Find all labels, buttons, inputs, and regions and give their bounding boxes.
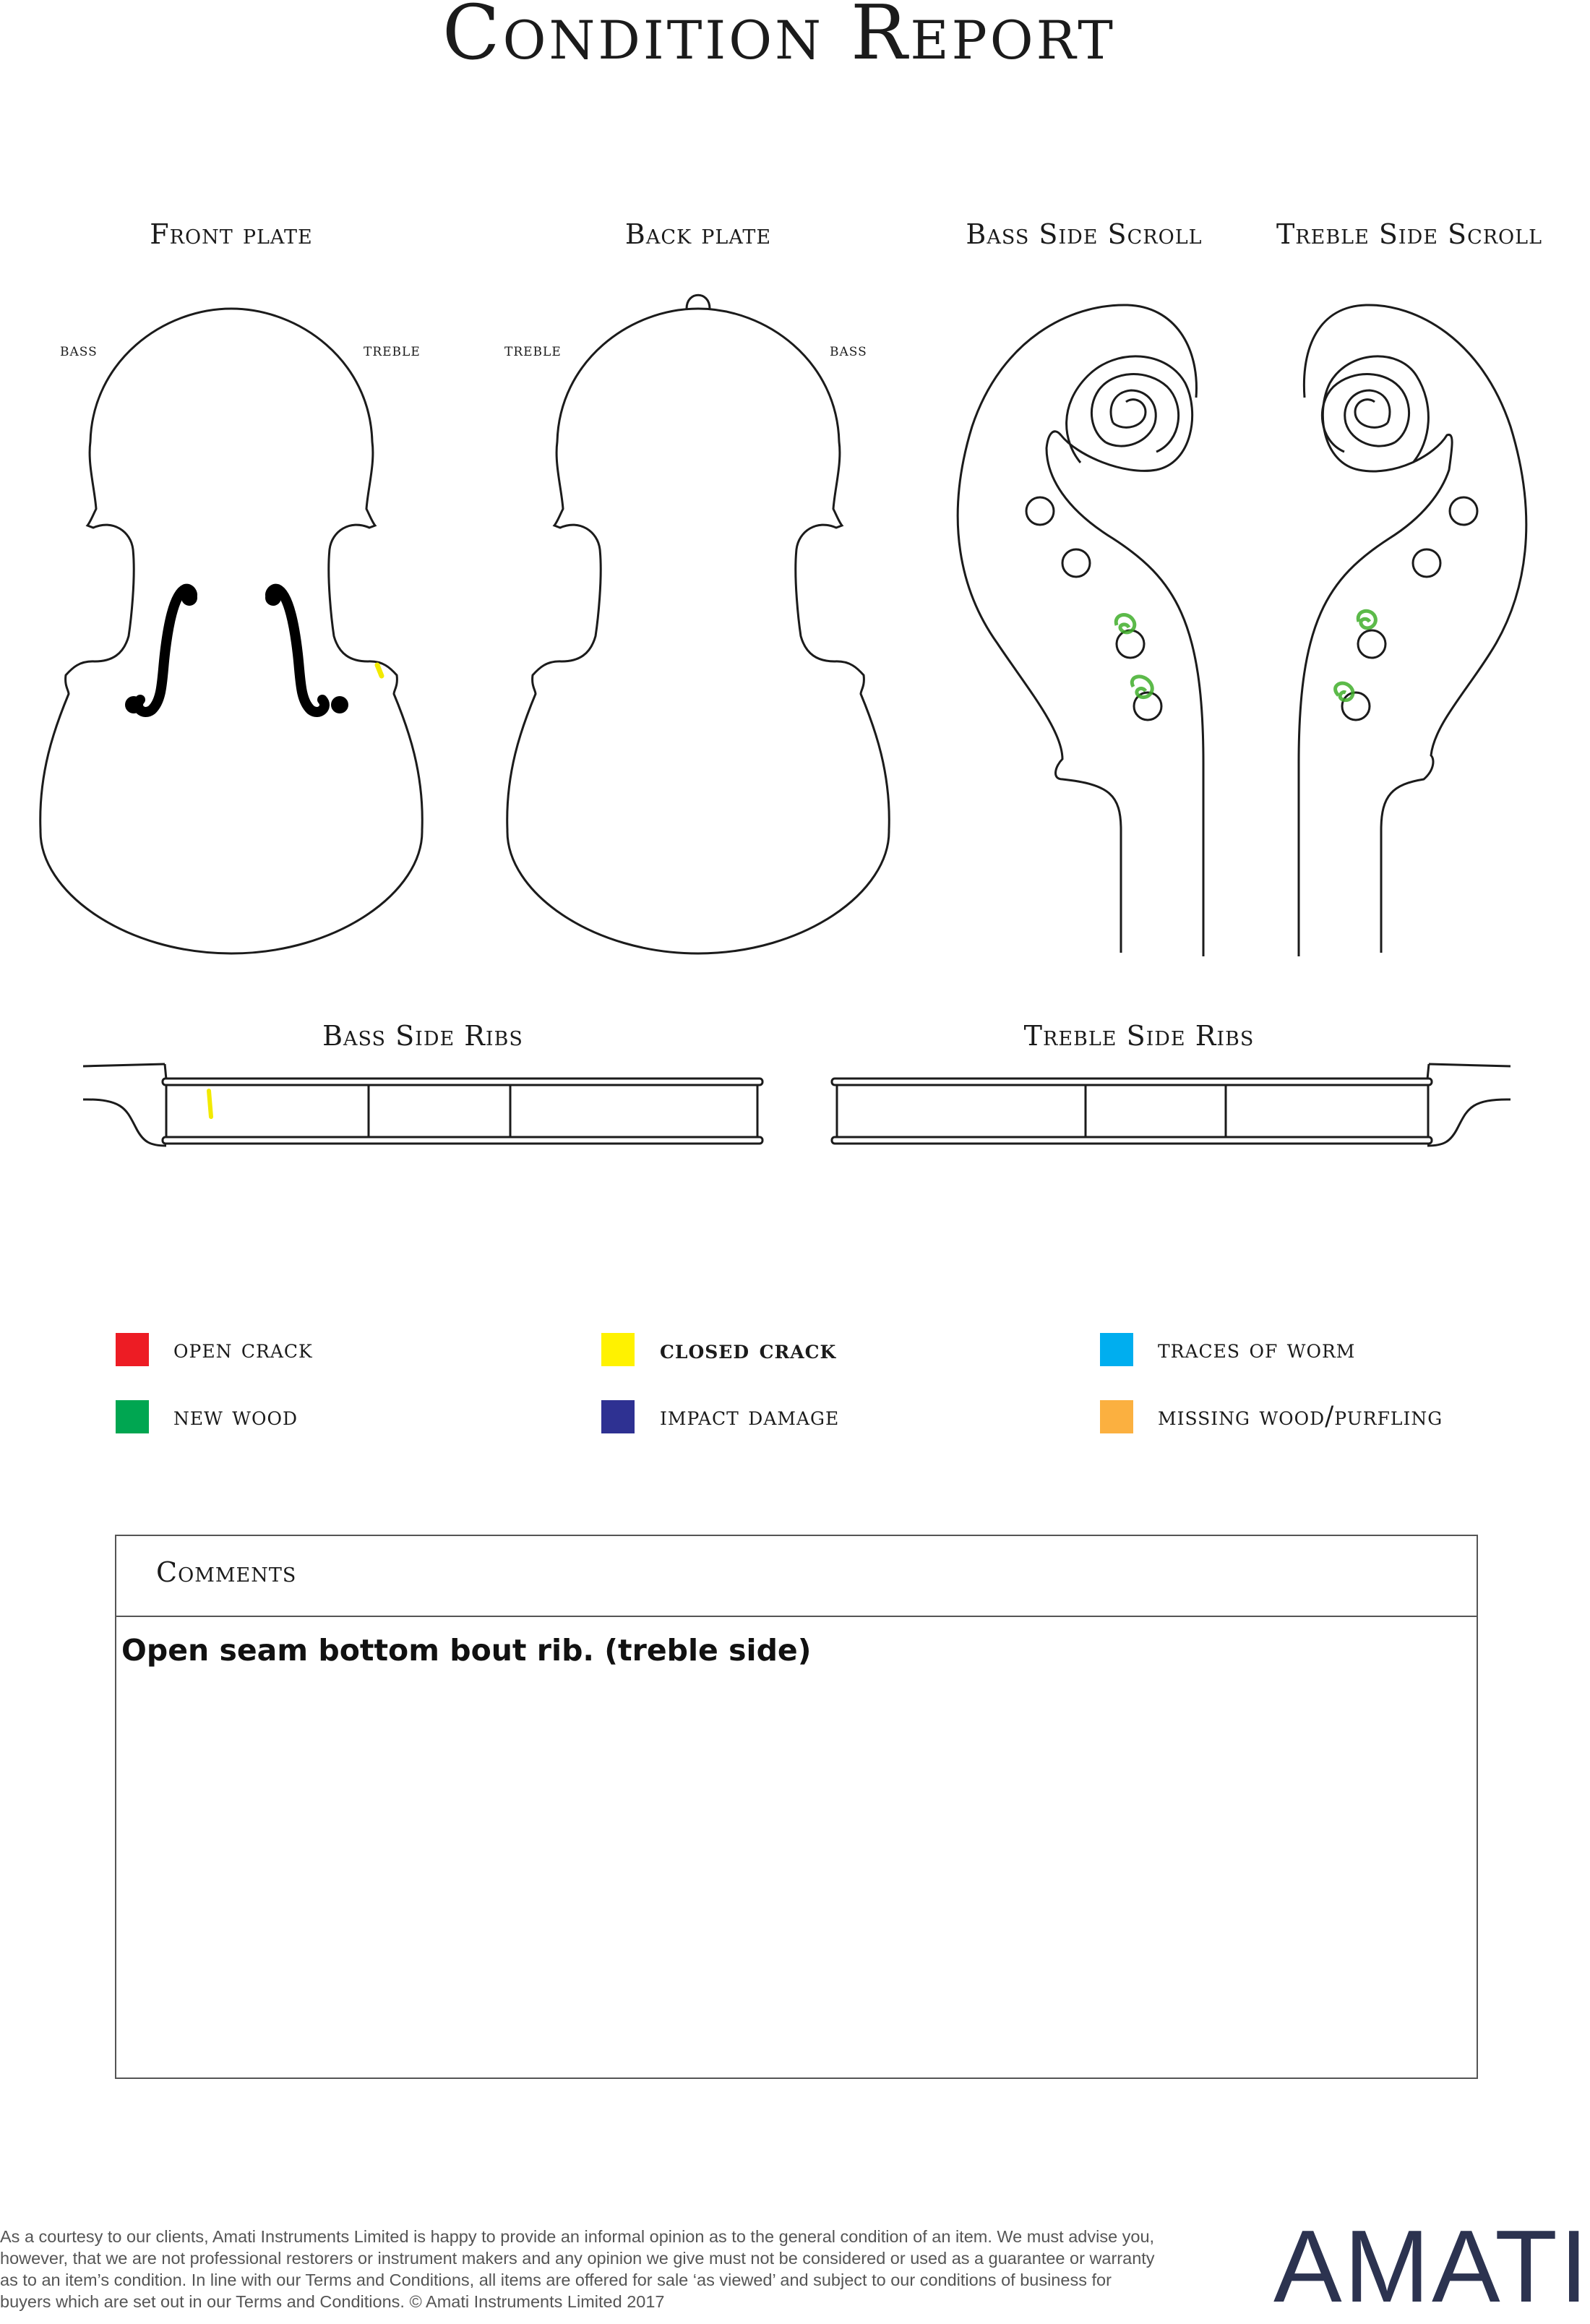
amati-logo: AMATI bbox=[1273, 2209, 1590, 2324]
back-plate-outline bbox=[507, 295, 890, 953]
back-treble-side-label: treble bbox=[504, 340, 562, 360]
back-plate-label: Back plate bbox=[624, 218, 772, 250]
legend-swatch-open-crack bbox=[116, 1333, 149, 1366]
legend-label-impact-damage: impact damage bbox=[660, 1402, 840, 1431]
legend-swatch-traces-of-worm bbox=[1100, 1333, 1133, 1366]
legend-label-closed-crack: closed crack bbox=[660, 1334, 837, 1365]
comments-header bbox=[116, 1536, 1477, 1617]
front-plate-closed-crack-mark bbox=[377, 665, 382, 676]
front-plate-outline bbox=[40, 309, 423, 953]
page-title: Condition Report bbox=[442, 0, 1116, 77]
legend-swatch-missing-wood-purfling bbox=[1100, 1400, 1133, 1433]
bass-side-ribs-label: Bass Side Ribs bbox=[322, 1020, 523, 1052]
legend-label-new-wood: new wood bbox=[173, 1402, 298, 1431]
legend-swatch-new-wood bbox=[116, 1400, 149, 1433]
legend-swatch-closed-crack bbox=[601, 1333, 635, 1366]
front-bass-side-label: bass bbox=[60, 340, 98, 360]
legend-label-open-crack: open crack bbox=[173, 1334, 313, 1364]
bass-side-scroll-outline bbox=[958, 305, 1203, 956]
bass-side-scroll-label: Bass Side Scroll bbox=[966, 218, 1203, 250]
front-treble-side-label: treble bbox=[364, 340, 421, 360]
bass-side-ribs-outline bbox=[83, 1064, 762, 1146]
disclaimer-text: As a courtesy to our clients, Amati Instruments Limited is happy to provide an informal opinion as to the general condition of an item. We must advise you, however, that we are not professional restorers or instrument makers and any opinion we give must not be considered or used as a guarantee or warranty as to an item’s condition. In line with our Terms and Conditions, all items are offered for sale ‘as viewed’ and subject to our conditions of business for buyers which are set out in our Terms and Conditions. © Amati Instruments Limited 2017 bbox=[0, 2227, 1155, 2311]
treble-side-scroll-outline bbox=[1299, 305, 1526, 956]
bass-ribs-closed-crack-mark bbox=[209, 1091, 211, 1117]
front-plate-label: Front plate bbox=[150, 218, 313, 250]
treble-side-ribs-outline bbox=[832, 1064, 1510, 1146]
f-holes bbox=[138, 589, 325, 712]
legend-label-traces-of-worm: traces of worm bbox=[1158, 1334, 1356, 1364]
comments-text: Open seam bottom bout rib. (treble side) bbox=[121, 1633, 812, 1668]
bass-scroll-new-wood-marks bbox=[1116, 615, 1152, 698]
treble-side-scroll-label: Treble Side Scroll bbox=[1276, 218, 1543, 250]
treble-side-ribs-label: Treble Side Ribs bbox=[1023, 1020, 1255, 1052]
legend-label-missing-wood-purfling: missing wood/purfling bbox=[1158, 1402, 1443, 1431]
legend-swatch-impact-damage bbox=[601, 1400, 635, 1433]
comments-title: Comments bbox=[156, 1556, 297, 1588]
treble-scroll-new-wood-marks bbox=[1336, 611, 1376, 700]
comments-box bbox=[115, 1535, 1478, 2079]
back-bass-side-label: bass bbox=[830, 340, 867, 360]
